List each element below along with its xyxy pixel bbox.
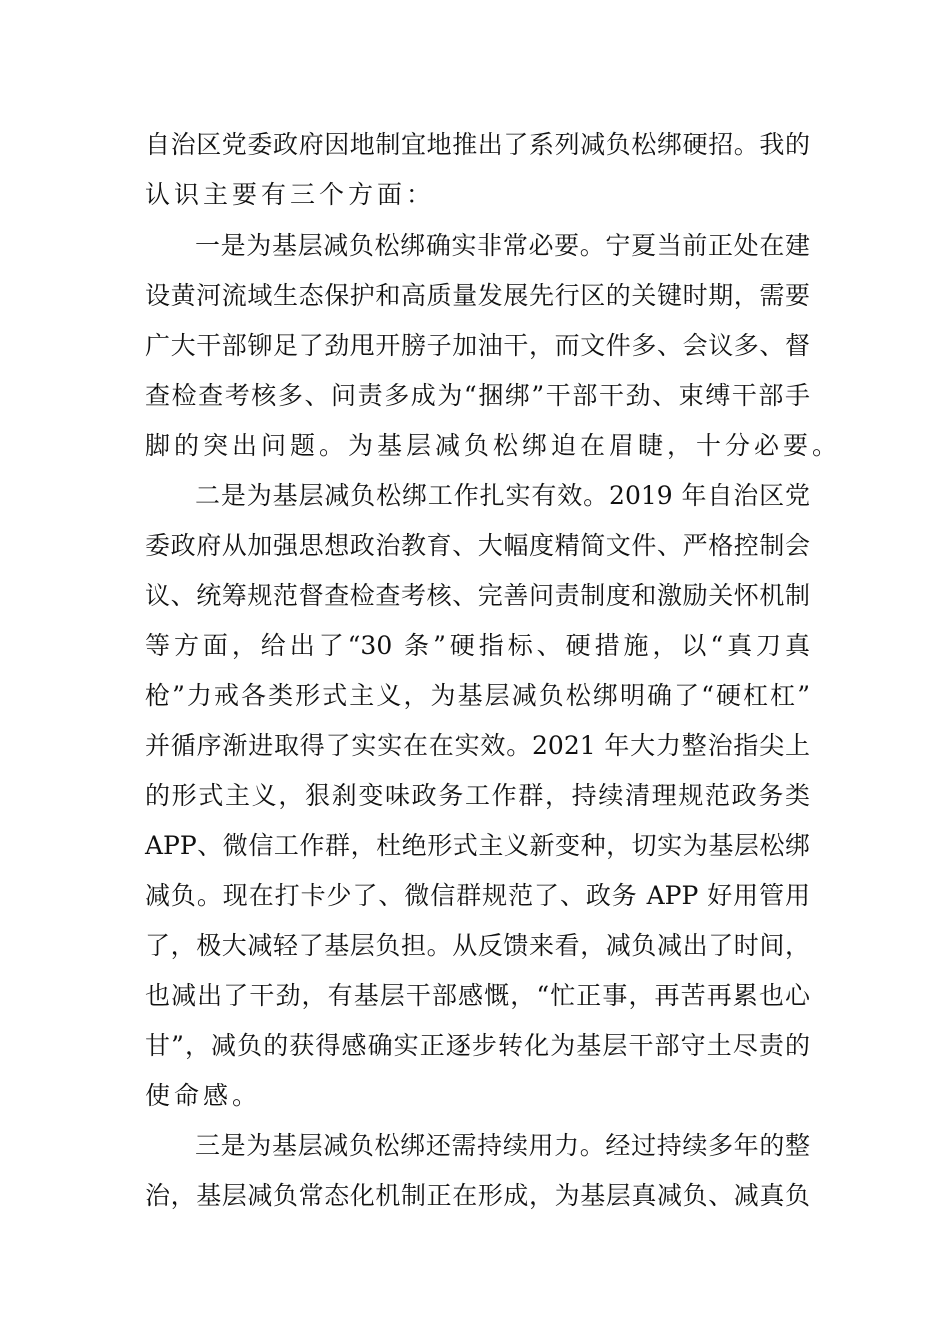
text-line: 议、统筹规范督查检查考核、完善问责制度和激励关怀机制	[145, 581, 810, 610]
text-line: 减负。现在打卡少了、微信群规范了、政务 APP 好用管用	[145, 881, 810, 910]
text-line: 查检查考核多、问责多成为“捆绑”干部干劲、束缚干部手	[145, 381, 810, 410]
text-line: 设黄河流域生态保护和高质量发展先行区的关键时期，需要	[145, 281, 810, 310]
text-line: 二是为基层减负松绑工作扎实有效。2019 年自治区党	[195, 481, 810, 510]
text-line: 的形式主义，狠刹变味政务工作群，持续清理规范政务类	[145, 781, 810, 810]
text-line: 了，极大减轻了基层负担。从反馈来看，减负减出了时间，	[145, 931, 810, 960]
text-line: 自治区党委政府因地制宜地推出了系列减负松绑硬招。我的	[145, 130, 810, 159]
text-line: 广大干部铆足了劲甩开膀子加油干，而文件多、会议多、督	[145, 331, 810, 360]
text-line: 等方面，给出了“30 条”硬指标、硬措施，以“真刀真	[145, 631, 810, 660]
text-line: 枪”力戒各类形式主义，为基层减负松绑明确了“硬杠杠”	[145, 681, 810, 710]
text-line: 脚的突出问题。为基层减负松绑迫在眉睫，十分必要。	[145, 431, 842, 460]
text-line: 一是为基层减负松绑确实非常必要。宁夏当前正处在建	[195, 231, 810, 260]
text-line: 也减出了干劲，有基层干部感慨，“忙正事，再苦再累也心	[145, 981, 810, 1010]
text-line: APP、微信工作群，杜绝形式主义新变种，切实为基层松绑	[145, 831, 810, 860]
text-line: 并循序渐进取得了实实在在实效。2021 年大力整治指尖上	[145, 731, 810, 760]
text-line: 委政府从加强思想政治教育、大幅度精简文件、严格控制会	[145, 531, 810, 560]
text-line: 甘”，减负的获得感确实正逐步转化为基层干部守土尽责的	[145, 1031, 810, 1060]
text-line: 认识主要有三个方面：	[145, 180, 436, 209]
text-line: 治，基层减负常态化机制正在形成，为基层真减负、减真负	[145, 1181, 810, 1210]
text-line: 使命感。	[145, 1081, 262, 1110]
text-line: 三是为基层减负松绑还需持续用力。经过持续多年的整	[195, 1131, 810, 1160]
